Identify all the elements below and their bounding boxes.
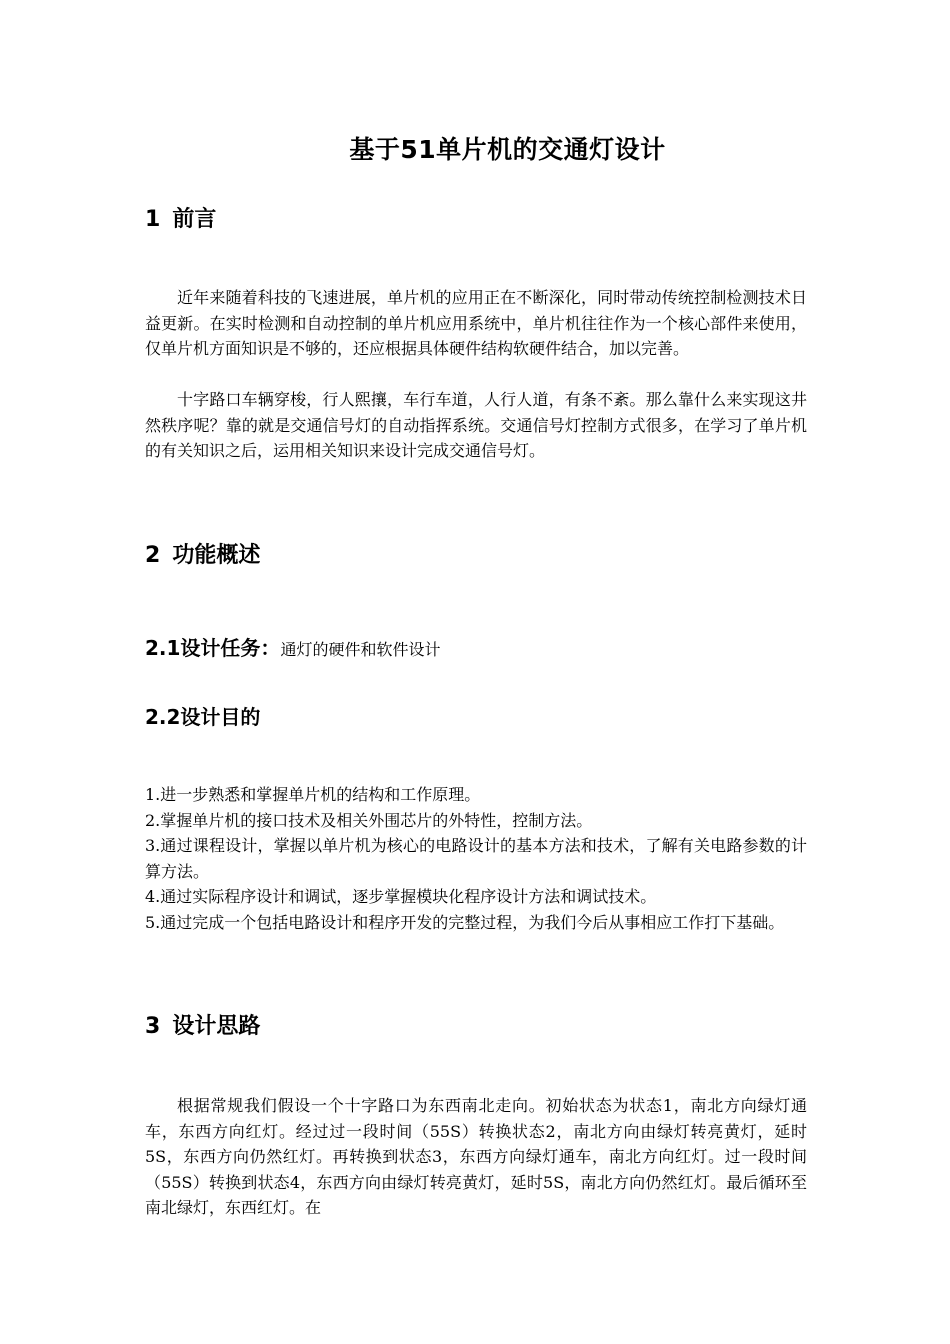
section-heading-2 bbox=[145, 541, 260, 571]
section-title: 设计思路 bbox=[172, 1014, 261, 1039]
list-item: 4.通过实际程序设计和调试，逐步掌握模块化程序设计方法和调试技术。 bbox=[145, 887, 657, 906]
paragraph: 近年来随着科技的飞速进展，单片机的应用正在不断深化，同时带动传统控制检测技术日益更新。在实时检测和自动控制的单片机应用系统中，单片机往往作为一个核心部件来使用，仅单片机方面知识是不够的，还应根据具体硬件结构软硬件结合，加以完善。 bbox=[145, 288, 807, 358]
paragraph: 根据常规我们假设一个十字路口为东西南北走向。初始状态为状态1，南北方向绿灯通车，东西方向红灯。经过过一段时间（55S）转换状态2，南北方向由绿灯转亮黄灯，延时5S，东西方向仍然红灯。再转换到状态3，东西方向绿灯通车，南北方向红灯。过一段时间（55S）转换到状态4，东西方向由绿灯转亮黄灯，延时5S，南北方向仍然红灯。最后循环至南北绿灯，东西红灯。在 bbox=[145, 1096, 807, 1217]
subsection-heading-design-task bbox=[145, 633, 440, 665]
section-heading-3 bbox=[145, 1012, 260, 1042]
section-heading-1 bbox=[145, 205, 216, 235]
list-item: 1.进一步熟悉和掌握单片机的结构和工作原理。 bbox=[145, 785, 481, 804]
paragraph: 十字路口车辆穿梭，行人熙攘，车行车道，人行人道，有条不紊。那么靠什么来实现这井然秩序呢？靠的就是交通信号灯的自动指挥系统。交通信号灯控制方式很多，在学习了单片机的有关知识之后，运用相关知识来设计完成交通信号灯。 bbox=[145, 390, 807, 460]
list-item: 5.通过完成一个包括电路设计和程序开发的完整过程，为我们今后从事相应工作打下基础。 bbox=[145, 912, 785, 932]
section-title: 前言 bbox=[172, 207, 217, 232]
list-item: 3.通过课程设计，掌握以单片机为核心的电路设计的基本方法和技术，了解有关电路参数的计算方法。 bbox=[145, 836, 807, 881]
section-title: 功能概述 bbox=[172, 543, 261, 568]
goal-list bbox=[145, 782, 807, 935]
section-number: 3 bbox=[145, 1014, 161, 1039]
section-number: 1 bbox=[145, 207, 161, 232]
subsection-label: 2.1设计任务： bbox=[145, 636, 281, 660]
subsection-label: 2.2设计目的 bbox=[145, 705, 261, 729]
list-item: 2.掌握单片机的接口技术及相关外围芯片的外特性，控制方法。 bbox=[145, 810, 593, 830]
document-title: 基于51单片机的交通灯设计 bbox=[349, 135, 666, 164]
subsection-heading-design-goal bbox=[145, 702, 260, 732]
subsection-value: 通灯的硬件和软件设计 bbox=[280, 640, 441, 659]
section-number: 2 bbox=[145, 543, 161, 568]
